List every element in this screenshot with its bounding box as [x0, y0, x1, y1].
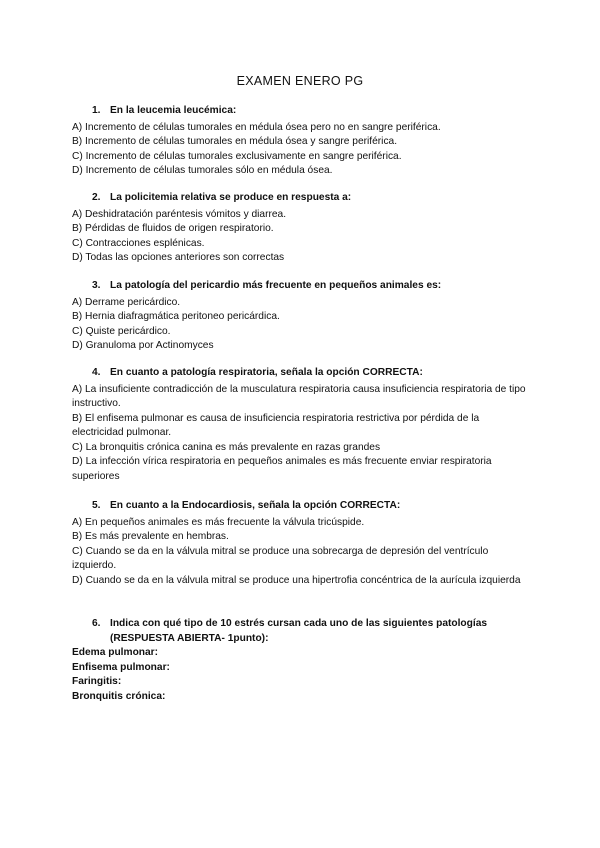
option-c: C) Incremento de células tumorales exclusivamente en sangre periférica.: [72, 150, 402, 162]
question-text: La policitemia relativa se produce en respuesta a:: [110, 192, 352, 203]
question-number: 2.: [92, 192, 101, 203]
question-heading: [72, 499, 532, 514]
question-2: [72, 191, 532, 266]
question-number: 6.: [92, 618, 101, 629]
option-b: B) Incremento de células tumorales en médula ósea y sangre periférica.: [72, 136, 398, 148]
option-d: D) Todas las opciones anteriores son correctas: [72, 252, 285, 264]
answer-label-bronquitis-cronica: Bronquitis crónica:: [72, 690, 166, 702]
option-d: D) Incremento de células tumorales sólo en médula ósea.: [72, 165, 333, 177]
option-d: D) Granuloma por Actinomyces: [72, 340, 214, 352]
page-title: EXAMEN ENERO PG: [236, 74, 364, 88]
question-number: 4.: [92, 367, 101, 378]
option-c: C) Quiste pericárdico.: [72, 325, 171, 337]
question-heading: [72, 191, 532, 206]
option-d: D) La infección vírica respiratoria en pequeños animales es más frecuente enviar respiratoria superiores: [72, 456, 492, 483]
option-c: C) Cuando se da en la válvula mitral se produce una sobrecarga de depresión del ventrículo izquierdo.: [72, 545, 489, 572]
question-5: [72, 499, 532, 588]
question-1: [72, 104, 532, 179]
question-text: En la leucemia leucémica:: [110, 105, 237, 116]
option-a: A) Derrame pericárdico.: [72, 296, 181, 308]
option-a: A) La insuficiente contradicción de la musculatura respiratoria causa insuficiencia respiratoria de tipo instructivo.: [72, 383, 526, 410]
question-heading: [72, 104, 532, 119]
option-b: B) Hernia diafragmática peritoneo pericárdica.: [72, 311, 280, 323]
option-a: A) En pequeños animales es más frecuente la válvula tricúspide.: [72, 516, 365, 528]
question-heading: [72, 279, 532, 294]
question-number: 1.: [92, 105, 101, 116]
question-number: 5.: [92, 500, 101, 511]
question-text: En cuanto a patología respiratoria, señala la opción CORRECTA:: [110, 367, 423, 378]
option-b: B) Pérdidas de fluidos de origen respiratorio.: [72, 223, 274, 235]
option-a: A) Deshidratación paréntesis vómitos y diarrea.: [72, 208, 287, 220]
answer-label-enfisema-pulmonar: Enfisema pulmonar:: [72, 661, 170, 673]
option-b: B) El enfisema pulmonar es causa de insuficiencia respiratoria restrictiva por pérdida de la electricidad pulmonar.: [72, 412, 480, 439]
option-d: D) Cuando se da en la válvula mitral se produce una hipertrofia concéntrica de la aurícula izquierda: [72, 574, 521, 586]
answer-label-edema-pulmonar: Edema pulmonar:: [72, 647, 159, 658]
question-heading: [72, 366, 532, 381]
question-text: La patología del pericardio más frecuente en pequeños animales es:: [110, 280, 442, 291]
answer-label-faringitis: Faringitis:: [72, 676, 122, 688]
question-4: [72, 366, 532, 485]
question-number: 3.: [92, 280, 101, 291]
option-a: A) Incremento de células tumorales en médula ósea pero no en sangre periférica.: [72, 121, 441, 133]
option-c: C) La bronquitis crónica canina es más prevalente en razas grandes: [72, 441, 381, 453]
question-text: Indica con qué tipo de 10 estrés cursan cada uno de las siguientes patologías (RESPUESTA ABIERTA- 1punto):: [110, 618, 488, 644]
option-c: C) Contracciones esplénicas.: [72, 237, 205, 249]
option-b: B) Es más prevalente en hembras.: [72, 531, 229, 543]
question-3: [72, 279, 532, 354]
question-heading: [72, 617, 532, 646]
question-text: En cuanto a la Endocardiosis, señala la opción CORRECTA:: [110, 500, 401, 511]
question-6: [72, 617, 532, 704]
